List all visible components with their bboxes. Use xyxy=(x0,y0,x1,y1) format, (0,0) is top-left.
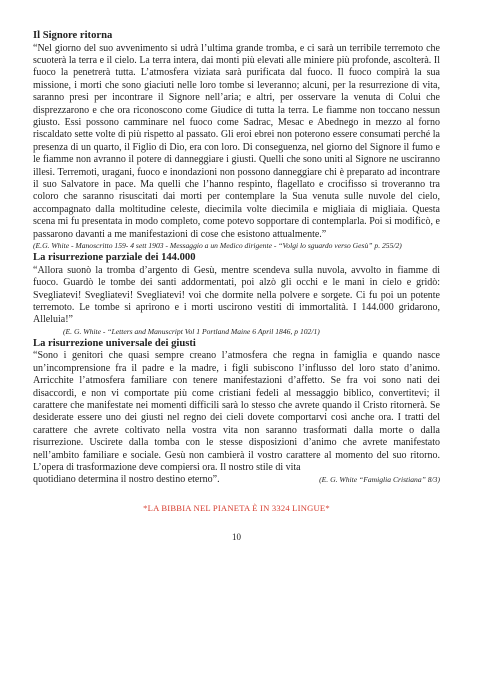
paragraph-tail-text: quotidiano determina il nostro destino eterno”. xyxy=(33,474,220,486)
page-number: 10 xyxy=(232,531,241,542)
section-heading: La risurrezione universale dei giusti xyxy=(33,337,196,349)
section-heading: La risurrezione parziale dei 144.000 xyxy=(33,252,196,264)
section-paragraph: “Nel giorno del suo avvenimento si udrà l’ultima grande tromba, e ci sarà un terribile terremoto che scuoterà la terra e il cielo. La terra intera, dai monti più elevati alle miniere più profonde, ascolterà. Il fuoco la penetrerà tutta. L’atmosfera viziata sarà purificata dal fuoco. Il fuoco compirà la sua missione, i morti che sono giaciuti nelle loro tombe si leveranno; alcuni, per la resurrezione di vita, saranno presi per incontrare il Signore nell’aria; e altri, per osservare la venuta di Colui che disprezzarono e che ora riconoscono come Giudice di tutta la terra. Le fiamme non toccano nessun giusto. Essi possono camminare nel fuoco come Sadrac, Mesac e Abednego in mezzo al forno riscaldato sette volte di più rispetto al passato. Gli eroi ebrei non poterono essere consumati perché la presenza di un quarto, il Figlio di Dio, era con loro. Di conseguenza, nel giorno del Signore il fumo e le fiamme non avranno il potere di danneggiare i giusti. Quelli che sono uniti al Signore ne usciranno illesi. Terremoti, uragani, fuoco e inondazioni non possono danneggiare chi è preparato ad incontrare il suo Salvatore in pace. Ma quelli che l’hanno respinto, flagellato e crocifisso si troveranno tra coloro che saranno risuscitati dai morti per contemplare la Sua venuta sulle nuvole del cielo, accompagnato dalla moltitudine celeste, diecimila volte diecimila e migliaia di migliaia. Questa scena mi fu presentata in modo completo, come potevo sopportare di contemplarla. Poi si modificò, e passarono davanti a me manifestazioni di cose che esistono attualmente.” xyxy=(33,42,440,240)
source-citation: (E.G. White - Manoscritto 159- 4 sett 1903 - Messaggio a un Medico dirigente - “Volgi lo sguardo verso Gesù” p. 255/2) xyxy=(33,241,402,251)
section-paragraph: “Allora suonò la tromba d’argento di Gesù, mentre scendeva sulla nuvola, avvolto in fiamme di fuoco. Guardò le tombe dei santi addormentati, poi alzò gli occhi e le mani in cielo e gridò: Svegliatevi! Svegliatevi! Svegliatevi! voi che dormite nella polvere e sorgete. Ci fu poi un potente terremoto. Le tombe si aprirono e i morti uscirono vestiti di immortalità. I 144.000 gridarono, Alleluia!” xyxy=(33,264,440,326)
banner-text: *LA BIBBIA NEL PIANETA È IN 3324 LINGUE* xyxy=(143,502,330,513)
section-risurrezione-universale xyxy=(33,338,440,487)
section-signore-ritorna xyxy=(33,30,440,251)
section-paragraph: “Sono i genitori che quasi sempre creano l’atmosfera che regna in famiglia e quando nasce un’incomprensione fra il padre e la madre, i figli subiscono l’influsso del loro stato d’animo. Arricchite l’atmosfera familiare con tenere manifestazioni d’affetto. Se fra voi sono nati dei disaccordi, e non vi comportate più come cristiani fedeli al messaggio biblico, convertitevi; il carattere che manifestate nei momenti difficili sarà lo stesso che avrete quando il Cristo ritornerà. Se desiderate essere uno dei giusti nel regno dei cieli dovete comportarvi così anche ora. I tratti del carattere che avrete coltivato nella vostra vita non saranno trasformati dalla morte o dalla risurrezione. Uscirete dalla tomba con le stesse disposizioni d’animo che avrete manifestato nell’ambito familiare e sociale. Gesù non cambierà il vostro carattere al momento del suo ritorno. L’opera di trasformazione deve compiersi ora. Il nostro stile di vita xyxy=(33,350,440,473)
source-citation: (E. G. White - “Letters and Manuscript Vol 1 Portland Maine 6 April 1846, p 102/1) xyxy=(63,326,320,336)
paragraph-tail-line xyxy=(33,474,440,486)
section-heading: Il Signore ritorna xyxy=(33,30,113,41)
source-citation: (E. G. White “Famiglia Cristiana” 8/3) xyxy=(319,475,440,485)
section-risurrezione-parziale xyxy=(33,252,440,337)
